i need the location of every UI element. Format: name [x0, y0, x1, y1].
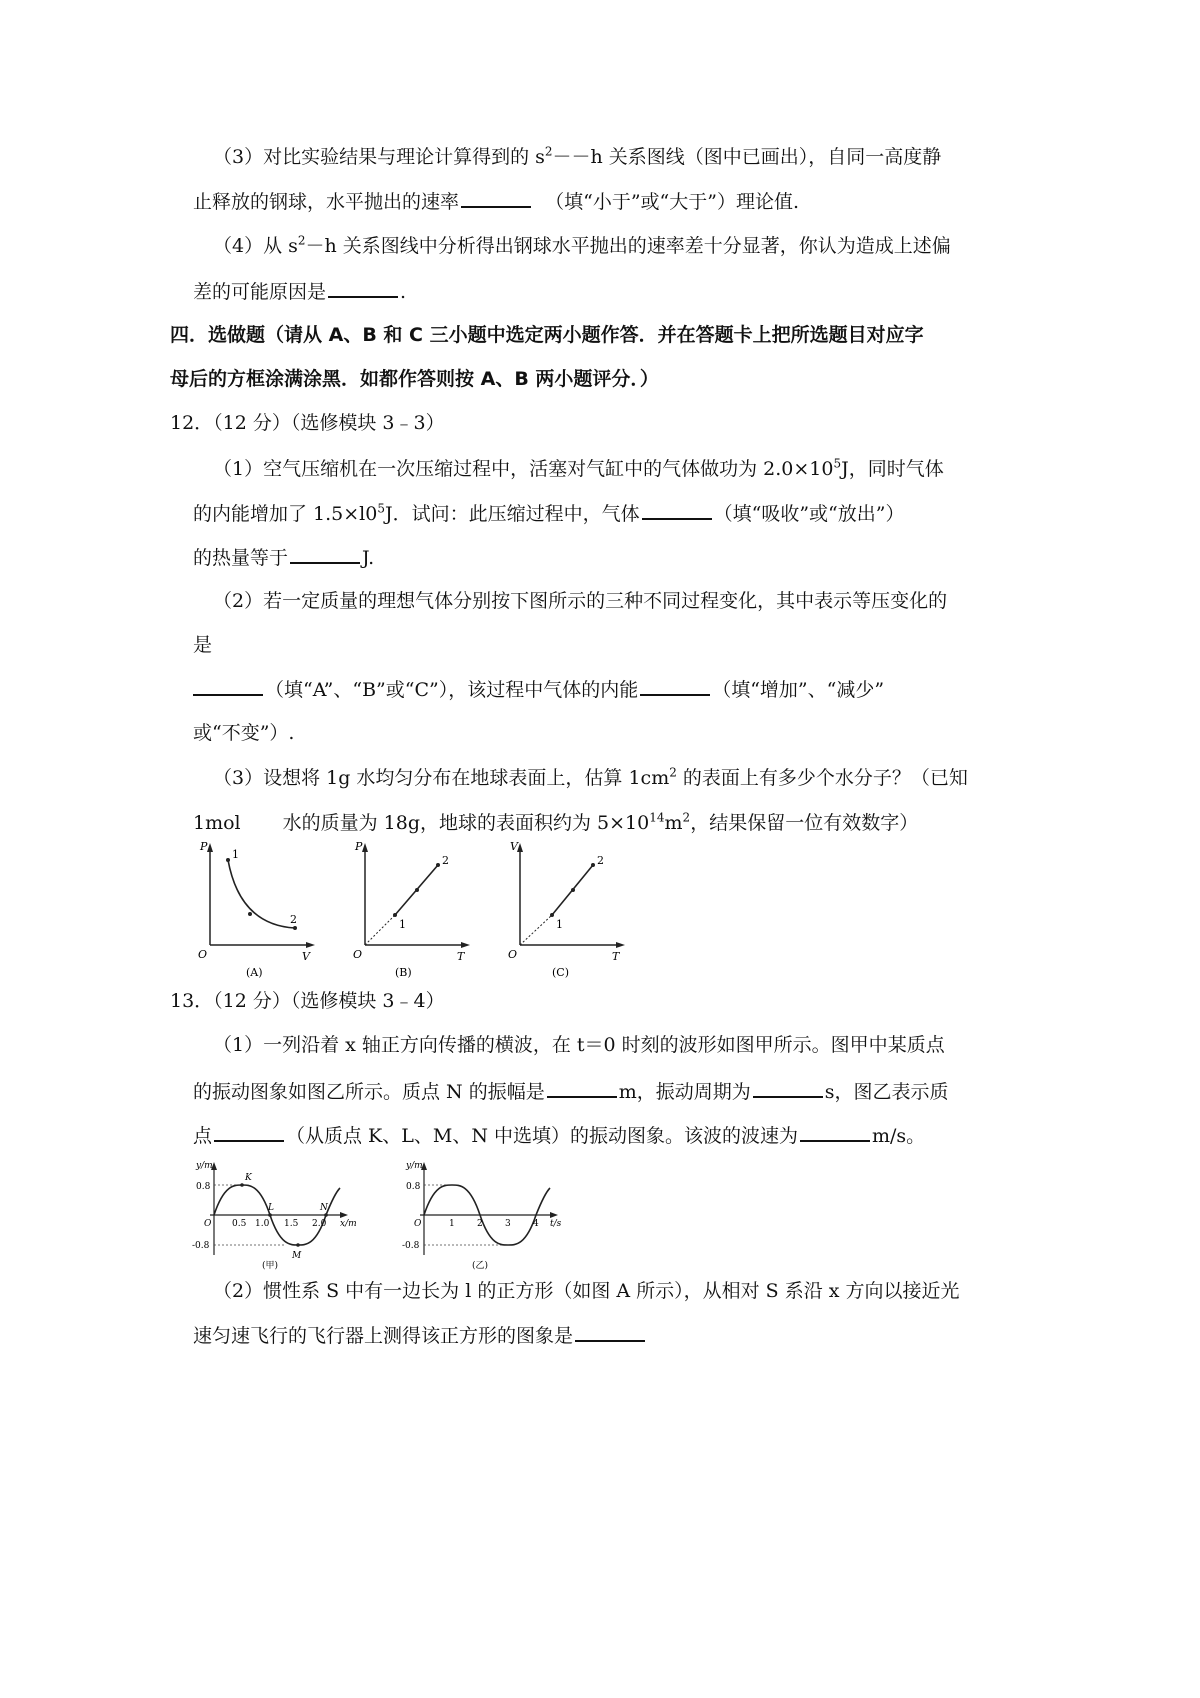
q13-figures: [192, 1160, 572, 1270]
fig-jia-label-m: M: [292, 1251, 302, 1261]
answer-blank[interactable]: [575, 1322, 645, 1342]
section4-heading-line1: 四．选做题（请从 A、B 和 C 三小题中选定两小题作答．并在答题卡上把所选题目对应字: [170, 324, 924, 346]
q13-header: 13．（12 分）（选修模块 3﹣4）: [170, 990, 445, 1012]
fig-yi-tick-2: 2: [477, 1219, 483, 1229]
q13-p2-line1: （2）惯性系 S 中有一边长为 l 的正方形（如图 A 所示），从相对 S 系沿 x 方向以接近光: [213, 1280, 960, 1302]
fig-jia-xlabel: x/m: [340, 1219, 357, 1229]
fig-jia-tick-0.5: 0.5: [232, 1219, 247, 1229]
fig-yi-xlabel: t/s: [550, 1219, 562, 1229]
q13-p1-line2: 的振动图象如图乙所示。质点 N 的振幅是 m，振动周期为 s，图乙表示质: [193, 1078, 949, 1105]
answer-blank[interactable]: [800, 1122, 870, 1142]
fig-jia-label-k: K: [245, 1173, 252, 1183]
figure-b: [353, 840, 470, 979]
fig-a-caption: (A): [246, 966, 263, 979]
q12-p1-line1: （1）空气压缩机在一次压缩过程中，活塞对气缸中的气体做功为 $2.0\times 10^5J$，同时气体: [213, 456, 944, 480]
fig-a-point2: 2: [290, 913, 297, 926]
figure-yi: [402, 1161, 562, 1270]
q12-header: 12．（12 分）（选修模块 3﹣3）: [170, 412, 445, 434]
fig-yi-tick-4: 4: [533, 1219, 539, 1229]
fig-jia-label-n: N: [320, 1203, 328, 1213]
answer-blank[interactable]: [328, 278, 398, 298]
fig-jia-label-l: L: [268, 1203, 274, 1213]
answer-blank[interactable]: [547, 1078, 617, 1098]
fig-jia-ypos: 0.8: [196, 1182, 211, 1192]
answer-blank[interactable]: [290, 544, 360, 564]
figure-a: [198, 840, 315, 979]
fig-yi-ylabel: y/m: [406, 1161, 423, 1171]
fig-b-point2: 2: [442, 854, 449, 867]
fig-a-xlabel: V: [302, 950, 310, 963]
answer-blank[interactable]: [642, 500, 712, 520]
fig-jia-tick-1.5: 1.5: [284, 1219, 299, 1229]
fig-b-xlabel: T: [457, 950, 465, 963]
fig-b-origin: O: [353, 948, 363, 961]
fig-yi-ypos: 0.8: [406, 1182, 421, 1192]
q11-p3-line2: 止释放的钢球，水平抛出的速率 （填“小于”或“大于”）理论值.: [193, 188, 799, 215]
q12-p1-line3: 的热量等于 J.: [193, 544, 374, 571]
q12-p3-line1: （3）设想将 1g 水均匀分布在地球表面上，估算 $1cm^2$ 的表面上有多少个水分子？（已知: [213, 765, 968, 789]
q11-p4-line2: 差的可能原因是 .: [193, 278, 406, 305]
fig-b-point1: 1: [399, 918, 406, 931]
q11-p4-line1: （4）从 $s^2-h$ 关系图线中分析得出钢球水平抛出的速率差十分显著，你认为造成上述偏: [213, 233, 951, 257]
fig-yi-origin: O: [414, 1219, 422, 1229]
fig-a-origin: O: [198, 948, 208, 961]
answer-blank[interactable]: [193, 676, 263, 696]
answer-blank[interactable]: [753, 1078, 823, 1098]
fig-b-caption: (B): [395, 966, 412, 979]
q12-p1-line2: 的内能增加了 $1.5\times l0^5J$．试问：此压缩过程中，气体 （填“吸收”或“放出”）: [193, 501, 905, 525]
answer-blank[interactable]: [214, 1122, 284, 1142]
fig-yi-tick-1: 1: [449, 1219, 455, 1229]
fig-b-ylabel: P: [355, 840, 363, 853]
fig-c-xlabel: T: [612, 950, 620, 963]
fig-jia-yneg: -0.8: [192, 1241, 210, 1251]
fig-c-origin: O: [508, 948, 518, 961]
fig-a-ylabel: P: [200, 840, 208, 853]
fig-jia-tick-1.0: 1.0: [255, 1219, 270, 1229]
fig-jia-tick-2.0: 2.0: [312, 1219, 327, 1229]
fig-yi-tick-3: 3: [505, 1219, 511, 1229]
fig-c-caption: (C): [552, 966, 569, 979]
q13-p1-line3: 点 （从质点 K、L、M、N 中选填）的振动图象。该波的波速为 m/s。: [193, 1122, 925, 1149]
q13-p1-line1: （1）一列沿着 x 轴正方向传播的横波，在 t＝0 时刻的波形如图甲所示。图甲中某质点: [213, 1034, 945, 1056]
fig-c-ylabel: V: [510, 840, 518, 853]
figure-jia: [192, 1161, 357, 1270]
q12-p2-line2: 是: [193, 634, 213, 656]
fig-yi-yneg: -0.8: [402, 1241, 420, 1251]
fig-c-point1: 1: [556, 918, 563, 931]
fig-jia-ylabel: y/m: [196, 1161, 213, 1171]
fig-jia-origin: O: [204, 1219, 212, 1229]
figure-c: [508, 840, 625, 979]
fig-c-point2: 2: [597, 854, 604, 867]
q11-p3-line1: （3）对比实验结果与理论计算得到的 $s^2--h$ 关系图线（图中已画出），自同一高度静: [213, 144, 942, 168]
fig-yi-caption: (乙): [472, 1261, 489, 1270]
answer-blank[interactable]: [461, 188, 531, 208]
q12-figures: [190, 840, 830, 980]
q12-p2-line1: （2）若一定质量的理想气体分别按下图所示的三种不同过程变化，其中表示等压变化的: [213, 590, 948, 612]
q13-p2-line2: 速匀速飞行的飞行器上测得该正方形的图象是: [193, 1322, 647, 1349]
q12-p2-line3: （填“A”、“B”或“C”），该过程中气体的内能 （填“增加”、“减少”: [193, 676, 884, 703]
answer-blank[interactable]: [640, 676, 710, 696]
fig-jia-caption: (甲): [262, 1261, 279, 1270]
q12-p3-line2: 1mol 水的质量为 18g，地球的表面积约为 $5\times 10^{14}m^2$，结果保留一位有效数字）: [193, 810, 919, 834]
fig-a-point1: 1: [232, 848, 239, 861]
section4-heading-line2: 母后的方框涂满涂黑．如都作答则按 A、B 两小题评分．）: [170, 368, 659, 390]
q12-p2-line4: 或“不变”）.: [193, 722, 295, 744]
